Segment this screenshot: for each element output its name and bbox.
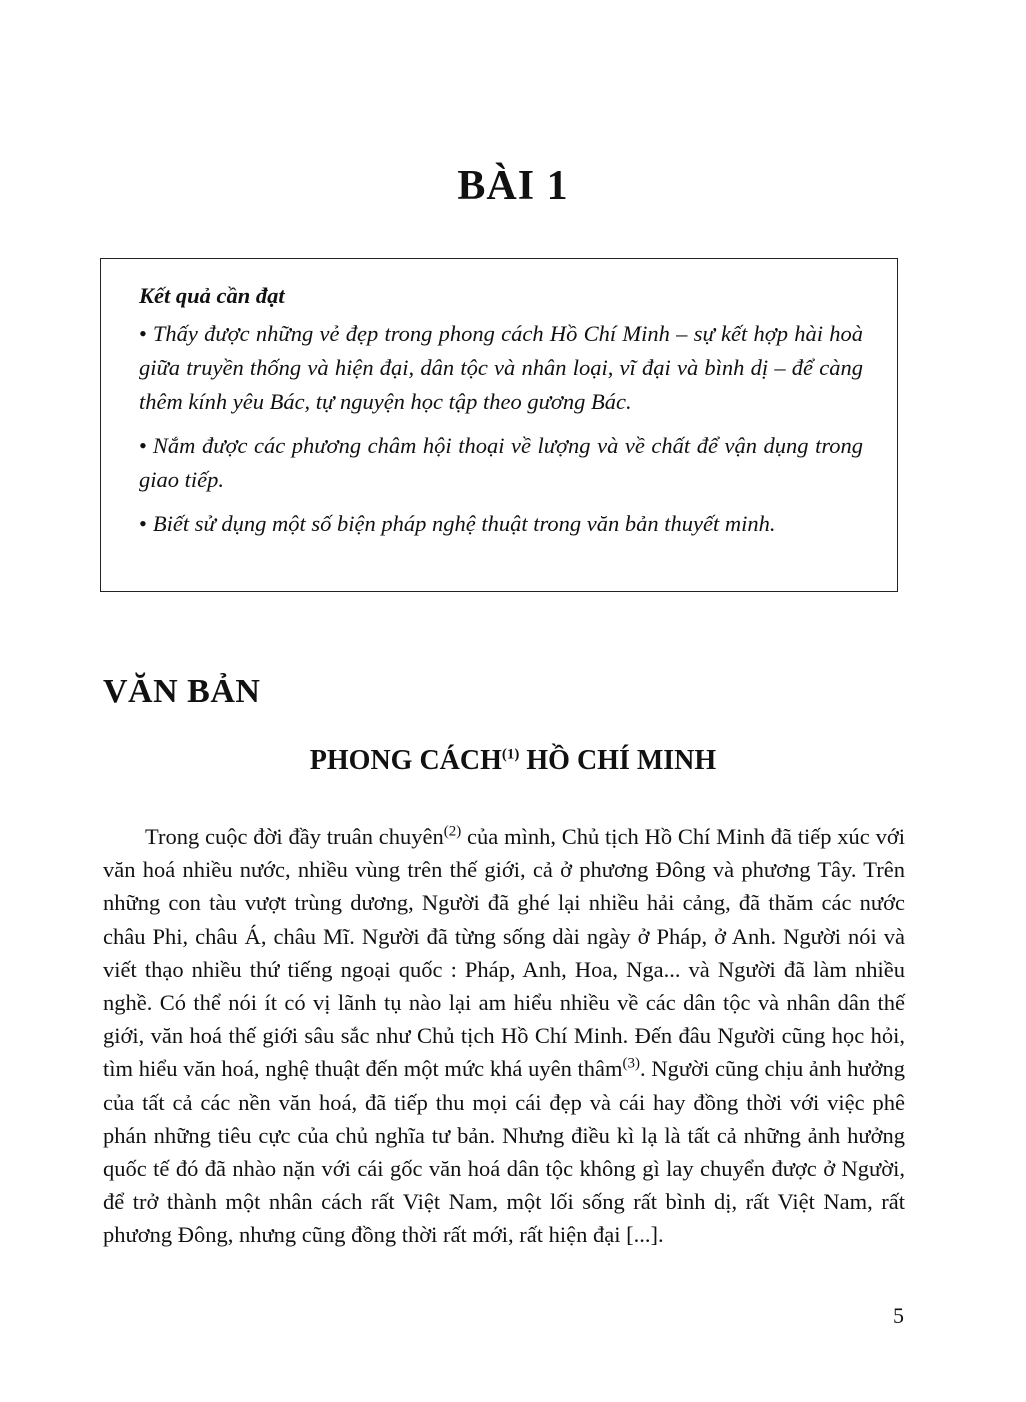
footnote-ref-1: (1) [501,746,520,763]
body-paragraph [103,820,905,1252]
section-title: VĂN BẢN [103,673,261,710]
text-title [0,745,1026,777]
lesson-title: BÀI 1 [457,163,569,209]
text-title-part1: PHONG CÁCH [309,745,502,776]
goal-item [139,429,863,497]
bullet-icon: • [139,321,147,346]
learning-goals-box [100,258,898,592]
paragraph-part1: Trong cuộc đời đầy truân chuyên [145,824,444,849]
page-number: 5 [893,1303,904,1328]
goal-item [139,507,863,541]
paragraph-part2: của mình, Chủ tịch Hồ Chí Minh đã tiếp xúc với văn hoá nhiều nước, nhiều vùng trên thế giới, cả ở phương Đông và phương Tây. Trên những con tàu vượt trùng dương, Người đã ghé lại nhiều hải cảng, đã thăm các nước châu Phi, châu Á, châu Mĩ. Người đã từng sống dài ngày ở Pháp, ở Anh. Người nói và viết thạo nhiều thứ tiếng ngoại quốc : Pháp, Anh, Hoa, Nga... và Người đã làm nhiều nghề. Có thể nói ít có vị lãnh tụ nào lại am hiểu nhiều về các dân tộc và nhân dân thế giới, văn hoá thế giới sâu sắc như Chủ tịch Hồ Chí Minh. Đến đâu Người cũng học hỏi, tìm hiểu văn hoá, nghệ thuật đến một mức khá uyên thâm [103,824,905,1082]
footnote-ref-3: (3) [622,1055,641,1072]
goal-item [139,317,863,419]
paragraph-part3: . Người cũng chịu ảnh hưởng của tất cả các nền văn hoá, đã tiếp thu mọi cái đẹp và cái hay đồng thời với việc phê phán những tiêu cực của chủ nghĩa tư bản. Nhưng điều kì lạ là tất cả những ảnh hưởng quốc tế đó đã nhào nặn với cái gốc văn hoá dân tộc không gì lay chuyển được ở Người, để trở thành một nhân cách rất Việt Nam, một lối sống rất bình dị, rất Việt Nam, rất phương Đông, nhưng cũng đồng thời rất mới, rất hiện đại [...]. [103,1056,905,1248]
bullet-icon: • [139,511,147,536]
bullet-icon: • [139,433,147,458]
footnote-ref-2: (2) [443,823,462,840]
text-title-part2: HỒ CHÍ MINH [519,745,717,776]
goals-heading: Kết quả cần đạt [139,283,285,308]
goal-text: Biết sử dụng một số biện pháp nghệ thuật trong văn bản thuyết minh. [152,511,776,536]
goal-text: Thấy được những vẻ đẹp trong phong cách Hồ Chí Minh – sự kết hợp hài hoà giữa truyền thống và hiện đại, dân tộc và nhân loại, vĩ đại và bình dị – để càng thêm kính yêu Bác, tự nguyện học tập theo gương Bác. [139,321,863,414]
goal-text: Nắm được các phương châm hội thoại về lượng và về chất để vận dụng trong giao tiếp. [139,433,863,492]
